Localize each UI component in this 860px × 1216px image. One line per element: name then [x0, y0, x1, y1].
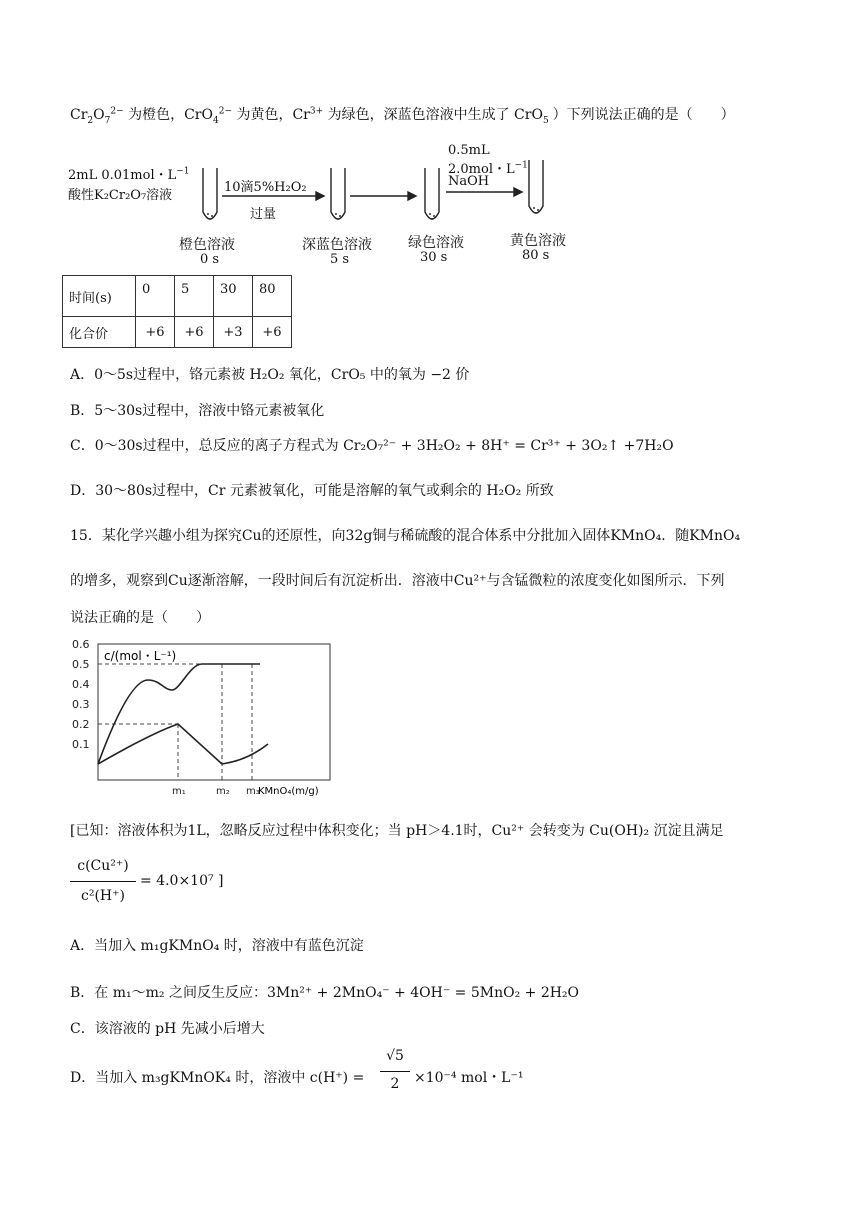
- q15-line-3: 说法正确的是（ ）: [70, 610, 210, 626]
- add-label-2: 2.0mol・$L^{-1}$: [448, 160, 528, 177]
- tube-2-time: 5 s: [330, 252, 350, 267]
- tube-1-color: 橙色溶液: [179, 237, 235, 253]
- arrow1-top-label: 10滴5%H₂O₂: [224, 180, 307, 195]
- frac-numerator: c(Cu²⁺): [77, 858, 129, 874]
- y-tick-label: 0.3: [72, 698, 90, 711]
- series-line-2: [98, 724, 268, 764]
- q15-line-1: 15．某化学兴趣小组为探究Cu的还原性，向32g铜与稀硫酸的混合体系中分批加入固体KMnO₄．随KMnO₄: [70, 528, 741, 544]
- series-line-1: [98, 664, 260, 764]
- q14-option-a: A．0～5s过程中，铬元素被 H₂O₂ 氧化，CrO₅ 中的氧为 −2 价: [70, 367, 470, 383]
- y-tick-label: 0.5: [72, 658, 90, 671]
- test-tube-2: [331, 168, 345, 219]
- y-tick-label: 0.2: [72, 718, 90, 731]
- start-label-1: 2mL 0.01mol・$L^{-1}$: [68, 166, 190, 183]
- table-head-valence: 化合价: [63, 317, 136, 348]
- q14-option-c: C．0～30s过程中，总反应的离子方程式为 Cr₂O₇²⁻ + 3H₂O₂ + 8H⁺ = Cr³⁺ + 3O₂↑ +7H₂O: [70, 438, 674, 454]
- y-tick-label: 0.1: [72, 738, 90, 751]
- x-tick-label: m₂: [216, 786, 230, 797]
- q14-option-b: B．5～30s过程中，溶液中铬元素被氧化: [70, 403, 325, 419]
- test-tube-1: [203, 168, 217, 219]
- q15-option-d-pre: D．当加入 m₃gKMnOK₄ 时，溶液中 c(H⁺) =: [70, 1070, 365, 1086]
- table-row: 时间(s) 0 5 30 80: [63, 276, 292, 317]
- tube-3-color: 绿色溶液: [408, 235, 464, 251]
- q15-option-a: A．当加入 m₁gKMnO₄ 时，溶液中有蓝色沉淀: [70, 938, 364, 954]
- start-label-2: 酸性K₂Cr₂O₇溶液: [68, 188, 173, 203]
- tube-4-color: 黄色溶液: [510, 233, 566, 249]
- intro-line: $Cr_2O_7^{2-}$ 为橙色，CrO$_4^{2-}$ 为黄色，$Cr^{3+}$ 为绿色，深蓝色溶液中生成了 CrO$_5$ ）下列说法正确的是（ ）: [70, 106, 735, 126]
- arrow1-bottom-label: 过量: [250, 207, 277, 222]
- valence-table: [62, 275, 292, 348]
- table-row: 化合价 +6 +6 +3 +6: [63, 317, 292, 348]
- x-tick-label: m₁: [172, 786, 186, 797]
- q15-option-d-post: ×10⁻⁴ mol・L⁻¹: [414, 1070, 524, 1086]
- frac-rhs: = 4.0×10⁷ ]: [140, 873, 224, 889]
- q14-option-d: D．30～80s过程中，Cr 元素被氧化，可能是溶解的氧气或剩余的 H₂O₂ 所致: [70, 483, 554, 499]
- tube-4-time: 80 s: [522, 248, 550, 263]
- chart-xlabel: KMnO₄(m/g): [258, 786, 319, 797]
- q15-option-b: B．在 m₁～m₂ 之间反生反应：3Mn²⁺ + 2MnO₄⁻ + 4OH⁻ = 5MnO₂ + 2H₂O: [70, 985, 580, 1001]
- frac-denominator: c²(H⁺): [81, 888, 125, 904]
- table-head-time: 时间(s): [63, 276, 136, 317]
- add-label-3: NaOH: [448, 174, 490, 189]
- tube-3-time: 30 s: [420, 250, 448, 265]
- frac-bar: [70, 881, 136, 882]
- test-tube-4: [529, 160, 543, 213]
- x-tick-label: m₃: [246, 786, 260, 797]
- q15-line-2: 的增多，观察到Cu逐渐溶解，一段时间后有沉淀析出．溶液中Cu²⁺与含锰微粒的浓度变化如图所示．下列: [70, 573, 725, 589]
- q15-option-c: C．该溶液的 pH 先减小后增大: [70, 1021, 265, 1037]
- q15-known: [已知：溶液体积为1L，忽略反应过程中体积变化；当 pH＞4.1时，Cu²⁺ 会转变为 Cu(OH)₂ 沉淀且满足: [70, 823, 724, 839]
- concentration-chart: [60, 640, 340, 800]
- test-tube-3: [425, 168, 439, 219]
- add-label-1: 0.5mL: [448, 143, 490, 158]
- chart-ylabel: c/(mol・L⁻¹): [104, 649, 177, 663]
- d-frac-num: √5: [386, 1048, 404, 1064]
- tube-1-time: 0 s: [200, 252, 220, 267]
- d-frac-bar: [380, 1071, 410, 1072]
- y-tick-label: 0.6: [72, 640, 90, 651]
- y-tick-label: 0.4: [72, 678, 90, 691]
- d-frac-den: 2: [390, 1076, 400, 1092]
- tube-2-color: 深蓝色溶液: [302, 237, 372, 253]
- cr2o7-formula: $Cr_2O_7^{2-}$: [70, 106, 124, 126]
